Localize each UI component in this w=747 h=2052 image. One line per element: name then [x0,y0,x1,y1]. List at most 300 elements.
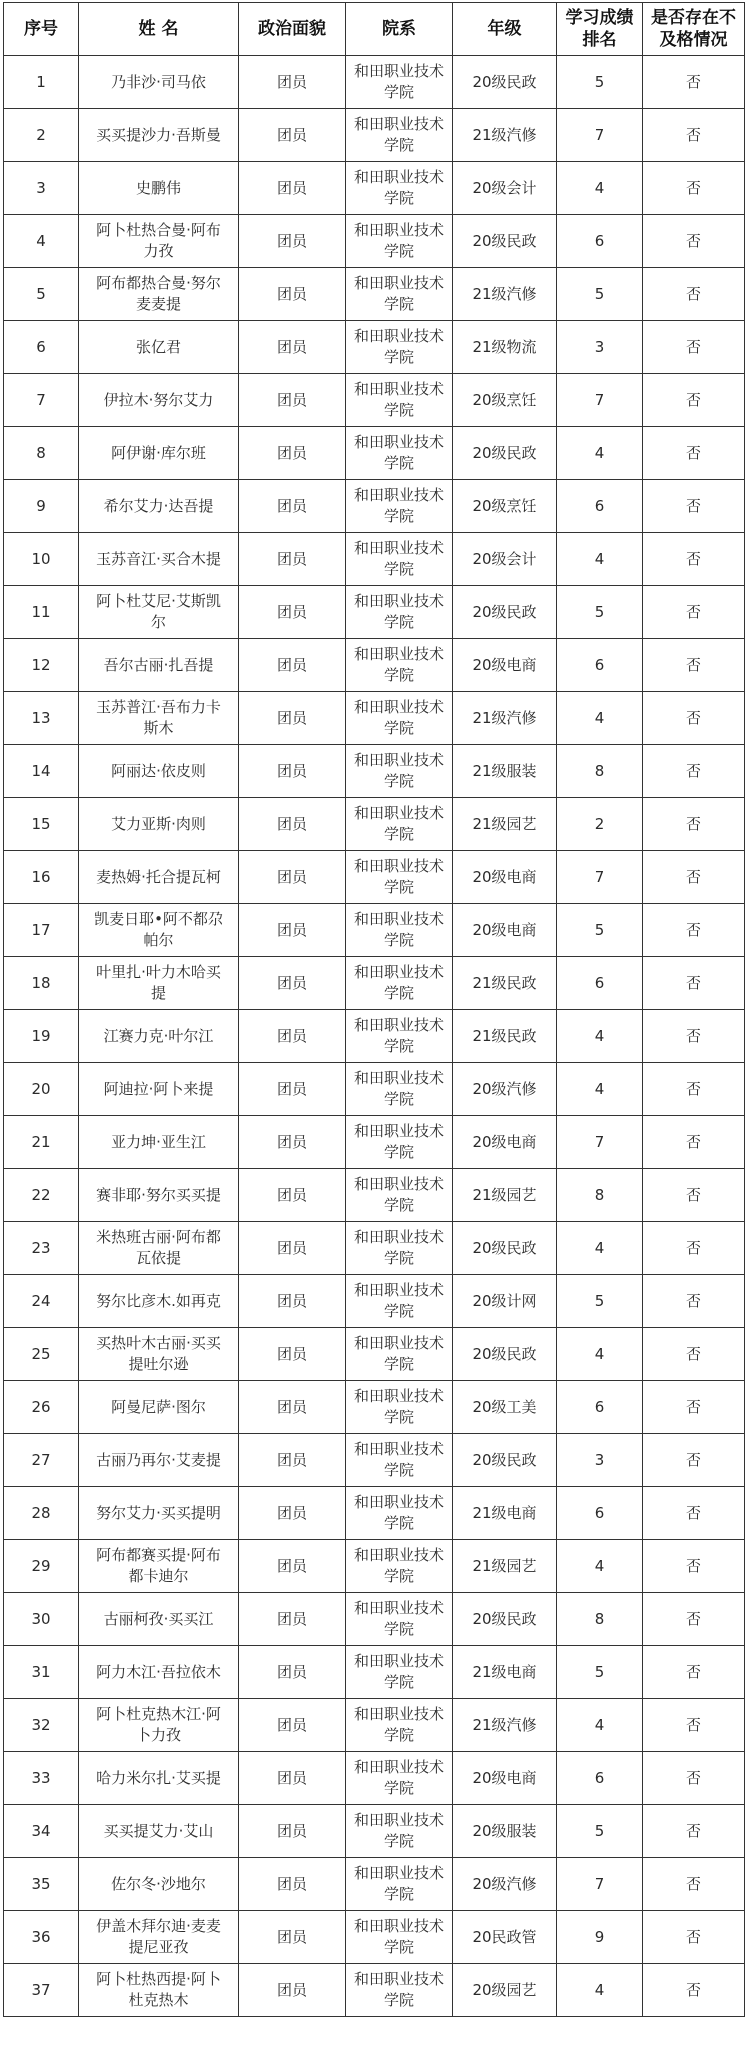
fail-status-cell: 否 [643,480,745,533]
name-cell: 买热叶木古丽·买买提吐尔逊 [79,1328,239,1381]
fail-status-cell: 否 [643,1010,745,1063]
table-row [4,56,745,109]
fail-status-cell: 否 [643,1487,745,1540]
table-row [4,1646,745,1699]
fail-status-cell: 否 [643,1434,745,1487]
political-status-cell: 团员 [239,480,346,533]
department-cell: 和田职业技术学院 [346,480,453,533]
name-cell: 阿丽达·依皮则 [79,745,239,798]
grade-cell: 20级民政 [453,215,557,268]
political-status-cell: 团员 [239,374,346,427]
fail-status-cell: 否 [643,745,745,798]
fail-status-cell: 否 [643,1911,745,1964]
rank-cell: 9 [557,1911,643,1964]
row-number-cell: 4 [4,215,79,268]
fail-status-cell: 否 [643,639,745,692]
department-cell: 和田职业技术学院 [346,321,453,374]
department-cell: 和田职业技术学院 [346,586,453,639]
name-cell: 江赛力克·叶尔江 [79,1010,239,1063]
political-status-cell: 团员 [239,1752,346,1805]
grade-cell: 20级会计 [453,162,557,215]
name-cell: 努尔比彦木.如再克 [79,1275,239,1328]
student-table [3,2,745,2017]
fail-status-cell: 否 [643,215,745,268]
political-status-cell: 团员 [239,162,346,215]
department-cell: 和田职业技术学院 [346,957,453,1010]
rank-cell: 4 [557,1328,643,1381]
row-number-cell: 28 [4,1487,79,1540]
rank-cell: 4 [557,162,643,215]
name-cell: 努尔艾力·买买提明 [79,1487,239,1540]
row-number-cell: 17 [4,904,79,957]
header-cell: 序号 [4,3,79,56]
rank-cell: 4 [557,692,643,745]
rank-cell: 7 [557,1858,643,1911]
grade-cell: 21级汽修 [453,268,557,321]
name-cell: 阿布都赛买提·阿布都卡迪尔 [79,1540,239,1593]
fail-status-cell: 否 [643,1222,745,1275]
department-cell: 和田职业技术学院 [346,1752,453,1805]
table-row [4,745,745,798]
political-status-cell: 团员 [239,692,346,745]
table-row [4,268,745,321]
row-number-cell: 21 [4,1116,79,1169]
rank-cell: 5 [557,1805,643,1858]
name-cell: 叶里扎·叶力木哈买提 [79,957,239,1010]
name-cell: 阿布都热合曼·努尔麦麦提 [79,268,239,321]
row-number-cell: 7 [4,374,79,427]
political-status-cell: 团员 [239,1911,346,1964]
fail-status-cell: 否 [643,1752,745,1805]
row-number-cell: 34 [4,1805,79,1858]
department-cell: 和田职业技术学院 [346,268,453,321]
department-cell: 和田职业技术学院 [346,904,453,957]
political-status-cell: 团员 [239,1116,346,1169]
department-cell: 和田职业技术学院 [346,1699,453,1752]
name-cell: 阿卜杜艾尼·艾斯凯尔 [79,586,239,639]
grade-cell: 20级会计 [453,533,557,586]
grade-cell: 20级民政 [453,1328,557,1381]
department-cell: 和田职业技术学院 [346,533,453,586]
grade-cell: 20级服装 [453,1805,557,1858]
row-number-cell: 23 [4,1222,79,1275]
grade-cell: 21级园艺 [453,1169,557,1222]
grade-cell: 20级电商 [453,639,557,692]
rank-cell: 6 [557,639,643,692]
fail-status-cell: 否 [643,374,745,427]
table-row [4,1752,745,1805]
name-cell: 阿卜杜克热木江·阿卜力孜 [79,1699,239,1752]
table-row [4,1381,745,1434]
grade-cell: 21级园艺 [453,798,557,851]
rank-cell: 4 [557,1010,643,1063]
grade-cell: 21级物流 [453,321,557,374]
department-cell: 和田职业技术学院 [346,1010,453,1063]
political-status-cell: 团员 [239,586,346,639]
row-number-cell: 32 [4,1699,79,1752]
rank-cell: 7 [557,1116,643,1169]
political-status-cell: 团员 [239,1858,346,1911]
table-row [4,162,745,215]
department-cell: 和田职业技术学院 [346,1805,453,1858]
political-status-cell: 团员 [239,851,346,904]
name-cell: 希尔艾力·达吾提 [79,480,239,533]
political-status-cell: 团员 [239,1646,346,1699]
grade-cell: 21级民政 [453,1010,557,1063]
fail-status-cell: 否 [643,162,745,215]
name-cell: 古丽柯孜·买买江 [79,1593,239,1646]
fail-status-cell: 否 [643,1593,745,1646]
grade-cell: 21级电商 [453,1646,557,1699]
name-cell: 艾力亚斯·肉则 [79,798,239,851]
fail-status-cell: 否 [643,1646,745,1699]
row-number-cell: 35 [4,1858,79,1911]
fail-status-cell: 否 [643,851,745,904]
table-row [4,1805,745,1858]
department-cell: 和田职业技术学院 [346,1328,453,1381]
grade-cell: 21级汽修 [453,1699,557,1752]
row-number-cell: 25 [4,1328,79,1381]
table-row [4,1540,745,1593]
table-row [4,692,745,745]
table-row [4,1063,745,1116]
table-row [4,1487,745,1540]
row-number-cell: 6 [4,321,79,374]
political-status-cell: 团员 [239,1699,346,1752]
grade-cell: 20级烹饪 [453,374,557,427]
name-cell: 伊盖木拜尔迪·麦麦提尼亚孜 [79,1911,239,1964]
rank-cell: 4 [557,1063,643,1116]
grade-cell: 20级电商 [453,1752,557,1805]
political-status-cell: 团员 [239,56,346,109]
political-status-cell: 团员 [239,1487,346,1540]
department-cell: 和田职业技术学院 [346,1063,453,1116]
row-number-cell: 20 [4,1063,79,1116]
grade-cell: 20级计网 [453,1275,557,1328]
row-number-cell: 29 [4,1540,79,1593]
name-cell: 玉苏音江·买合木提 [79,533,239,586]
row-number-cell: 12 [4,639,79,692]
row-number-cell: 9 [4,480,79,533]
department-cell: 和田职业技术学院 [346,1381,453,1434]
political-status-cell: 团员 [239,1964,346,2017]
department-cell: 和田职业技术学院 [346,1593,453,1646]
fail-status-cell: 否 [643,692,745,745]
name-cell: 赛非耶·努尔买买提 [79,1169,239,1222]
political-status-cell: 团员 [239,1169,346,1222]
department-cell: 和田职业技术学院 [346,1646,453,1699]
rank-cell: 5 [557,56,643,109]
table-row [4,427,745,480]
rank-cell: 8 [557,1169,643,1222]
political-status-cell: 团员 [239,1063,346,1116]
rank-cell: 5 [557,904,643,957]
header-row [4,3,745,56]
rank-cell: 4 [557,427,643,480]
table-row [4,321,745,374]
row-number-cell: 14 [4,745,79,798]
department-cell: 和田职业技术学院 [346,374,453,427]
name-cell: 亚力坤·亚生江 [79,1116,239,1169]
fail-status-cell: 否 [643,427,745,480]
department-cell: 和田职业技术学院 [346,1858,453,1911]
table-row [4,851,745,904]
rank-cell: 5 [557,586,643,639]
political-status-cell: 团员 [239,957,346,1010]
department-cell: 和田职业技术学院 [346,798,453,851]
name-cell: 阿伊谢·库尔班 [79,427,239,480]
row-number-cell: 10 [4,533,79,586]
political-status-cell: 团员 [239,533,346,586]
grade-cell: 20级园艺 [453,1964,557,2017]
political-status-cell: 团员 [239,1222,346,1275]
political-status-cell: 团员 [239,798,346,851]
row-number-cell: 13 [4,692,79,745]
table-row [4,1116,745,1169]
political-status-cell: 团员 [239,268,346,321]
name-cell: 麦热姆·托合提瓦柯 [79,851,239,904]
table-row [4,215,745,268]
name-cell: 阿曼尼萨·图尔 [79,1381,239,1434]
name-cell: 玉苏普江·吾布力卡斯木 [79,692,239,745]
table-body [4,56,745,2017]
row-number-cell: 16 [4,851,79,904]
row-number-cell: 15 [4,798,79,851]
rank-cell: 6 [557,480,643,533]
department-cell: 和田职业技术学院 [346,1275,453,1328]
header-cell: 姓 名 [79,3,239,56]
department-cell: 和田职业技术学院 [346,1116,453,1169]
political-status-cell: 团员 [239,904,346,957]
header-cell: 院系 [346,3,453,56]
table-row [4,586,745,639]
row-number-cell: 22 [4,1169,79,1222]
row-number-cell: 11 [4,586,79,639]
department-cell: 和田职业技术学院 [346,109,453,162]
rank-cell: 3 [557,1434,643,1487]
header-cell: 学习成绩排名 [557,3,643,56]
rank-cell: 6 [557,1487,643,1540]
political-status-cell: 团员 [239,1381,346,1434]
rank-cell: 2 [557,798,643,851]
fail-status-cell: 否 [643,586,745,639]
row-number-cell: 30 [4,1593,79,1646]
name-cell: 张亿君 [79,321,239,374]
row-number-cell: 36 [4,1911,79,1964]
name-cell: 凯麦日耶•阿不都尕帕尔 [79,904,239,957]
fail-status-cell: 否 [643,1381,745,1434]
department-cell: 和田职业技术学院 [346,692,453,745]
political-status-cell: 团员 [239,1328,346,1381]
department-cell: 和田职业技术学院 [346,851,453,904]
department-cell: 和田职业技术学院 [346,1540,453,1593]
row-number-cell: 3 [4,162,79,215]
fail-status-cell: 否 [643,321,745,374]
political-status-cell: 团员 [239,1593,346,1646]
name-cell: 乃非沙·司马依 [79,56,239,109]
name-cell: 阿卜杜热合曼·阿布力孜 [79,215,239,268]
table-row [4,1858,745,1911]
rank-cell: 7 [557,109,643,162]
name-cell: 伊拉木·努尔艾力 [79,374,239,427]
fail-status-cell: 否 [643,56,745,109]
rank-cell: 4 [557,1222,643,1275]
header-cell: 年级 [453,3,557,56]
grade-cell: 20级民政 [453,427,557,480]
table-row [4,904,745,957]
department-cell: 和田职业技术学院 [346,1964,453,2017]
rank-cell: 8 [557,1593,643,1646]
name-cell: 阿迪拉·阿卜来提 [79,1063,239,1116]
table-row [4,957,745,1010]
fail-status-cell: 否 [643,798,745,851]
grade-cell: 20级电商 [453,904,557,957]
department-cell: 和田职业技术学院 [346,1222,453,1275]
grade-cell: 21级汽修 [453,692,557,745]
table-row [4,1328,745,1381]
rank-cell: 5 [557,1275,643,1328]
grade-cell: 21级民政 [453,957,557,1010]
grade-cell: 20级电商 [453,851,557,904]
row-number-cell: 27 [4,1434,79,1487]
grade-cell: 21级电商 [453,1487,557,1540]
department-cell: 和田职业技术学院 [346,162,453,215]
table-row [4,1010,745,1063]
row-number-cell: 18 [4,957,79,1010]
fail-status-cell: 否 [643,1805,745,1858]
table-row [4,374,745,427]
fail-status-cell: 否 [643,1964,745,2017]
fail-status-cell: 否 [643,1540,745,1593]
political-status-cell: 团员 [239,1275,346,1328]
department-cell: 和田职业技术学院 [346,639,453,692]
rank-cell: 8 [557,745,643,798]
rank-cell: 6 [557,957,643,1010]
name-cell: 吾尔古丽·扎吾提 [79,639,239,692]
fail-status-cell: 否 [643,957,745,1010]
rank-cell: 7 [557,851,643,904]
table-row [4,639,745,692]
grade-cell: 20级民政 [453,56,557,109]
grade-cell: 20民政管 [453,1911,557,1964]
fail-status-cell: 否 [643,1063,745,1116]
row-number-cell: 37 [4,1964,79,2017]
rank-cell: 6 [557,1381,643,1434]
header-cell: 政治面貌 [239,3,346,56]
grade-cell: 20级民政 [453,1434,557,1487]
row-number-cell: 2 [4,109,79,162]
grade-cell: 21级园艺 [453,1540,557,1593]
row-number-cell: 8 [4,427,79,480]
fail-status-cell: 否 [643,1858,745,1911]
political-status-cell: 团员 [239,1540,346,1593]
fail-status-cell: 否 [643,1169,745,1222]
rank-cell: 4 [557,1964,643,2017]
political-status-cell: 团员 [239,639,346,692]
rank-cell: 4 [557,1540,643,1593]
row-number-cell: 31 [4,1646,79,1699]
table-row [4,1911,745,1964]
table-row [4,1169,745,1222]
name-cell: 买买提艾力·艾山 [79,1805,239,1858]
political-status-cell: 团员 [239,215,346,268]
political-status-cell: 团员 [239,321,346,374]
grade-cell: 20级民政 [453,586,557,639]
grade-cell: 20级民政 [453,1593,557,1646]
row-number-cell: 5 [4,268,79,321]
table-row [4,1593,745,1646]
grade-cell: 20级工美 [453,1381,557,1434]
department-cell: 和田职业技术学院 [346,745,453,798]
grade-cell: 21级汽修 [453,109,557,162]
name-cell: 阿力木江·吾拉依木 [79,1646,239,1699]
table-row [4,1964,745,2017]
department-cell: 和田职业技术学院 [346,215,453,268]
grade-cell: 20级汽修 [453,1063,557,1116]
fail-status-cell: 否 [643,904,745,957]
department-cell: 和田职业技术学院 [346,1434,453,1487]
grade-cell: 20级民政 [453,1222,557,1275]
grade-cell: 21级服装 [453,745,557,798]
department-cell: 和田职业技术学院 [346,1487,453,1540]
header-cell: 是否存在不及格情况 [643,3,745,56]
name-cell: 阿卜杜热西提·阿卜杜克热木 [79,1964,239,2017]
political-status-cell: 团员 [239,1010,346,1063]
political-status-cell: 团员 [239,1805,346,1858]
name-cell: 哈力米尔扎·艾买提 [79,1752,239,1805]
rank-cell: 6 [557,1752,643,1805]
name-cell: 佐尔冬·沙地尔 [79,1858,239,1911]
name-cell: 古丽乃再尔·艾麦提 [79,1434,239,1487]
table-row [4,798,745,851]
table-row [4,1275,745,1328]
table-row [4,109,745,162]
political-status-cell: 团员 [239,745,346,798]
row-number-cell: 19 [4,1010,79,1063]
table-row [4,533,745,586]
document-page [3,2,744,2050]
row-number-cell: 33 [4,1752,79,1805]
table-row [4,1699,745,1752]
name-cell: 史鹏伟 [79,162,239,215]
political-status-cell: 团员 [239,109,346,162]
grade-cell: 20级电商 [453,1116,557,1169]
fail-status-cell: 否 [643,533,745,586]
table-row [4,480,745,533]
rank-cell: 4 [557,1699,643,1752]
fail-status-cell: 否 [643,109,745,162]
rank-cell: 3 [557,321,643,374]
rank-cell: 7 [557,374,643,427]
department-cell: 和田职业技术学院 [346,1911,453,1964]
fail-status-cell: 否 [643,1275,745,1328]
fail-status-cell: 否 [643,1699,745,1752]
table-row [4,1222,745,1275]
rank-cell: 6 [557,215,643,268]
row-number-cell: 26 [4,1381,79,1434]
grade-cell: 20级汽修 [453,1858,557,1911]
department-cell: 和田职业技术学院 [346,427,453,480]
table-row [4,1434,745,1487]
name-cell: 米热班古丽·阿布都瓦依提 [79,1222,239,1275]
rank-cell: 5 [557,1646,643,1699]
row-number-cell: 1 [4,56,79,109]
row-number-cell: 24 [4,1275,79,1328]
rank-cell: 5 [557,268,643,321]
fail-status-cell: 否 [643,268,745,321]
name-cell: 买买提沙力·吾斯曼 [79,109,239,162]
political-status-cell: 团员 [239,1434,346,1487]
